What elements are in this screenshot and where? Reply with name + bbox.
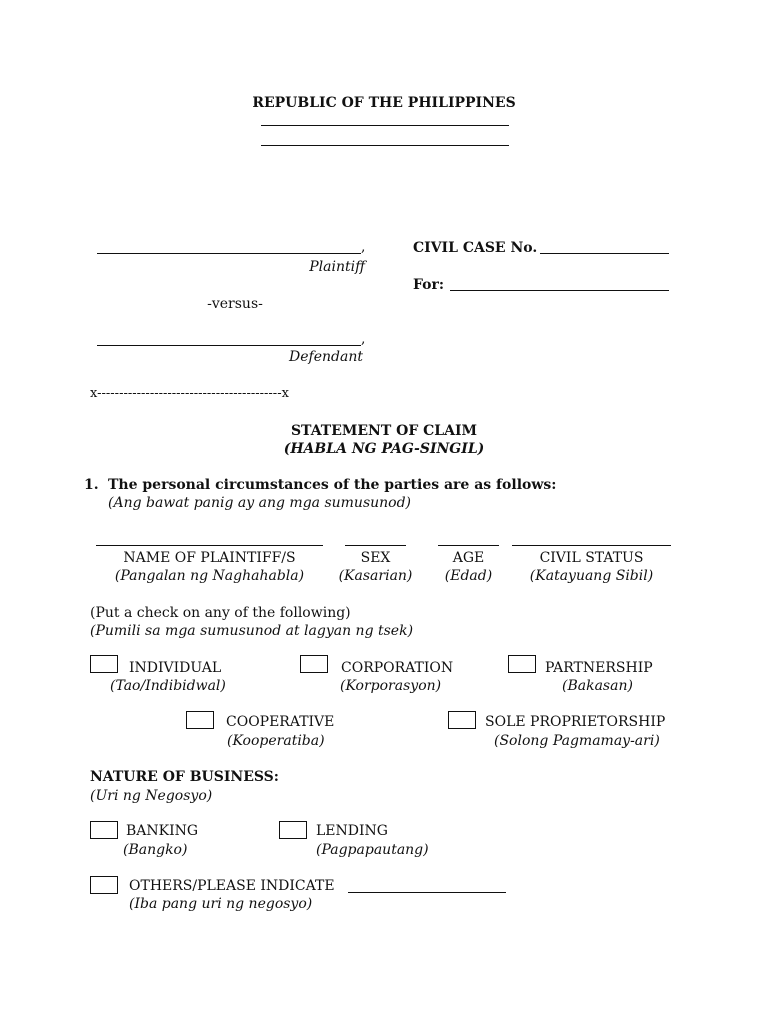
- nature-heading: NATURE OF BUSINESS:: [90, 769, 279, 785]
- partnership-label: PARTNERSHIP: [545, 660, 653, 676]
- instruction-tl: (Pumili sa mga sumusunod at lagyan ng tsek): [90, 623, 414, 639]
- plaintiff-name-line[interactable]: [97, 253, 361, 254]
- title-main: STATEMENT OF CLAIM: [290, 423, 478, 439]
- cooperative-label: COOPERATIVE: [226, 714, 335, 730]
- plaintiff-label: Plaintiff: [309, 259, 365, 275]
- section-number: 1.: [84, 477, 99, 493]
- lending-label: LENDING: [316, 823, 388, 839]
- column-name-label: NAME OF PLAINTIFF/S: [123, 550, 296, 566]
- sole-proprietorship-label-tl: (Solong Pagmamay-ari): [494, 733, 660, 749]
- banking-checkbox[interactable]: [90, 821, 118, 839]
- instruction: (Put a check on any of the following): [90, 605, 351, 621]
- defendant-name-line[interactable]: [97, 345, 361, 346]
- banking-label-tl: (Bangko): [123, 842, 188, 858]
- lending-label-tl: (Pagpapautang): [316, 842, 429, 858]
- individual-label-tl: (Tao/Indibidwal): [110, 678, 226, 694]
- caption-separator: x------------------------------------------x: [90, 386, 289, 401]
- header-republic: REPUBLIC OF THE PHILIPPINES: [252, 95, 516, 111]
- column-civil-status-label-tl: (Katayuang Sibil): [529, 568, 654, 584]
- partnership-checkbox[interactable]: [508, 655, 536, 673]
- section-heading-tl: (Ang bawat panig ay ang mga sumusunod): [108, 495, 412, 511]
- banking-label: BANKING: [126, 823, 199, 839]
- lending-checkbox[interactable]: [279, 821, 307, 839]
- others-checkbox[interactable]: [90, 876, 118, 894]
- civil-case-number-field[interactable]: [540, 253, 669, 254]
- column-sex-label: SEX: [360, 550, 391, 566]
- civil-status-field[interactable]: [512, 545, 671, 546]
- header-line-1[interactable]: [261, 125, 509, 126]
- corporation-label: CORPORATION: [341, 660, 454, 676]
- civil-case-label: CIVIL CASE No.: [413, 240, 538, 256]
- corporation-label-tl: (Korporasyon): [340, 678, 442, 694]
- column-civil-status-label: CIVIL STATUS: [539, 550, 644, 566]
- cooperative-checkbox[interactable]: [186, 711, 214, 729]
- header-line-2[interactable]: [261, 145, 509, 146]
- defendant-comma: ,: [361, 331, 366, 347]
- title-sub: (HABLA NG PAG-SINGIL): [283, 441, 485, 457]
- others-label: OTHERS/PLEASE INDICATE: [129, 878, 335, 894]
- sole-proprietorship-label: SOLE PROPRIETORSHIP: [485, 714, 666, 730]
- plaintiff-comma: ,: [361, 239, 366, 255]
- column-sex-label-tl: (Kasarian): [338, 568, 413, 584]
- column-name-label-tl: (Pangalan ng Naghahabla): [114, 568, 305, 584]
- nature-heading-tl: (Uri ng Negosyo): [90, 788, 213, 804]
- section-heading: The personal circumstances of the parties are as follows:: [108, 477, 557, 493]
- individual-label: INDIVIDUAL: [129, 660, 222, 676]
- individual-checkbox[interactable]: [90, 655, 118, 673]
- for-label: For:: [413, 277, 445, 293]
- others-indicate-field[interactable]: [348, 892, 506, 893]
- column-age-label: AGE: [452, 550, 485, 566]
- cooperative-label-tl: (Kooperatiba): [227, 733, 325, 749]
- column-age-label-tl: (Edad): [444, 568, 493, 584]
- defendant-label: Defendant: [289, 349, 363, 365]
- sole-proprietorship-checkbox[interactable]: [448, 711, 476, 729]
- sex-field[interactable]: [345, 545, 406, 546]
- plaintiff-name-field[interactable]: [96, 545, 323, 546]
- others-label-tl: (Iba pang uri ng negosyo): [129, 896, 313, 912]
- corporation-checkbox[interactable]: [300, 655, 328, 673]
- age-field[interactable]: [438, 545, 499, 546]
- for-field[interactable]: [450, 290, 669, 291]
- partnership-label-tl: (Bakasan): [562, 678, 633, 694]
- versus-label: -versus-: [207, 296, 263, 312]
